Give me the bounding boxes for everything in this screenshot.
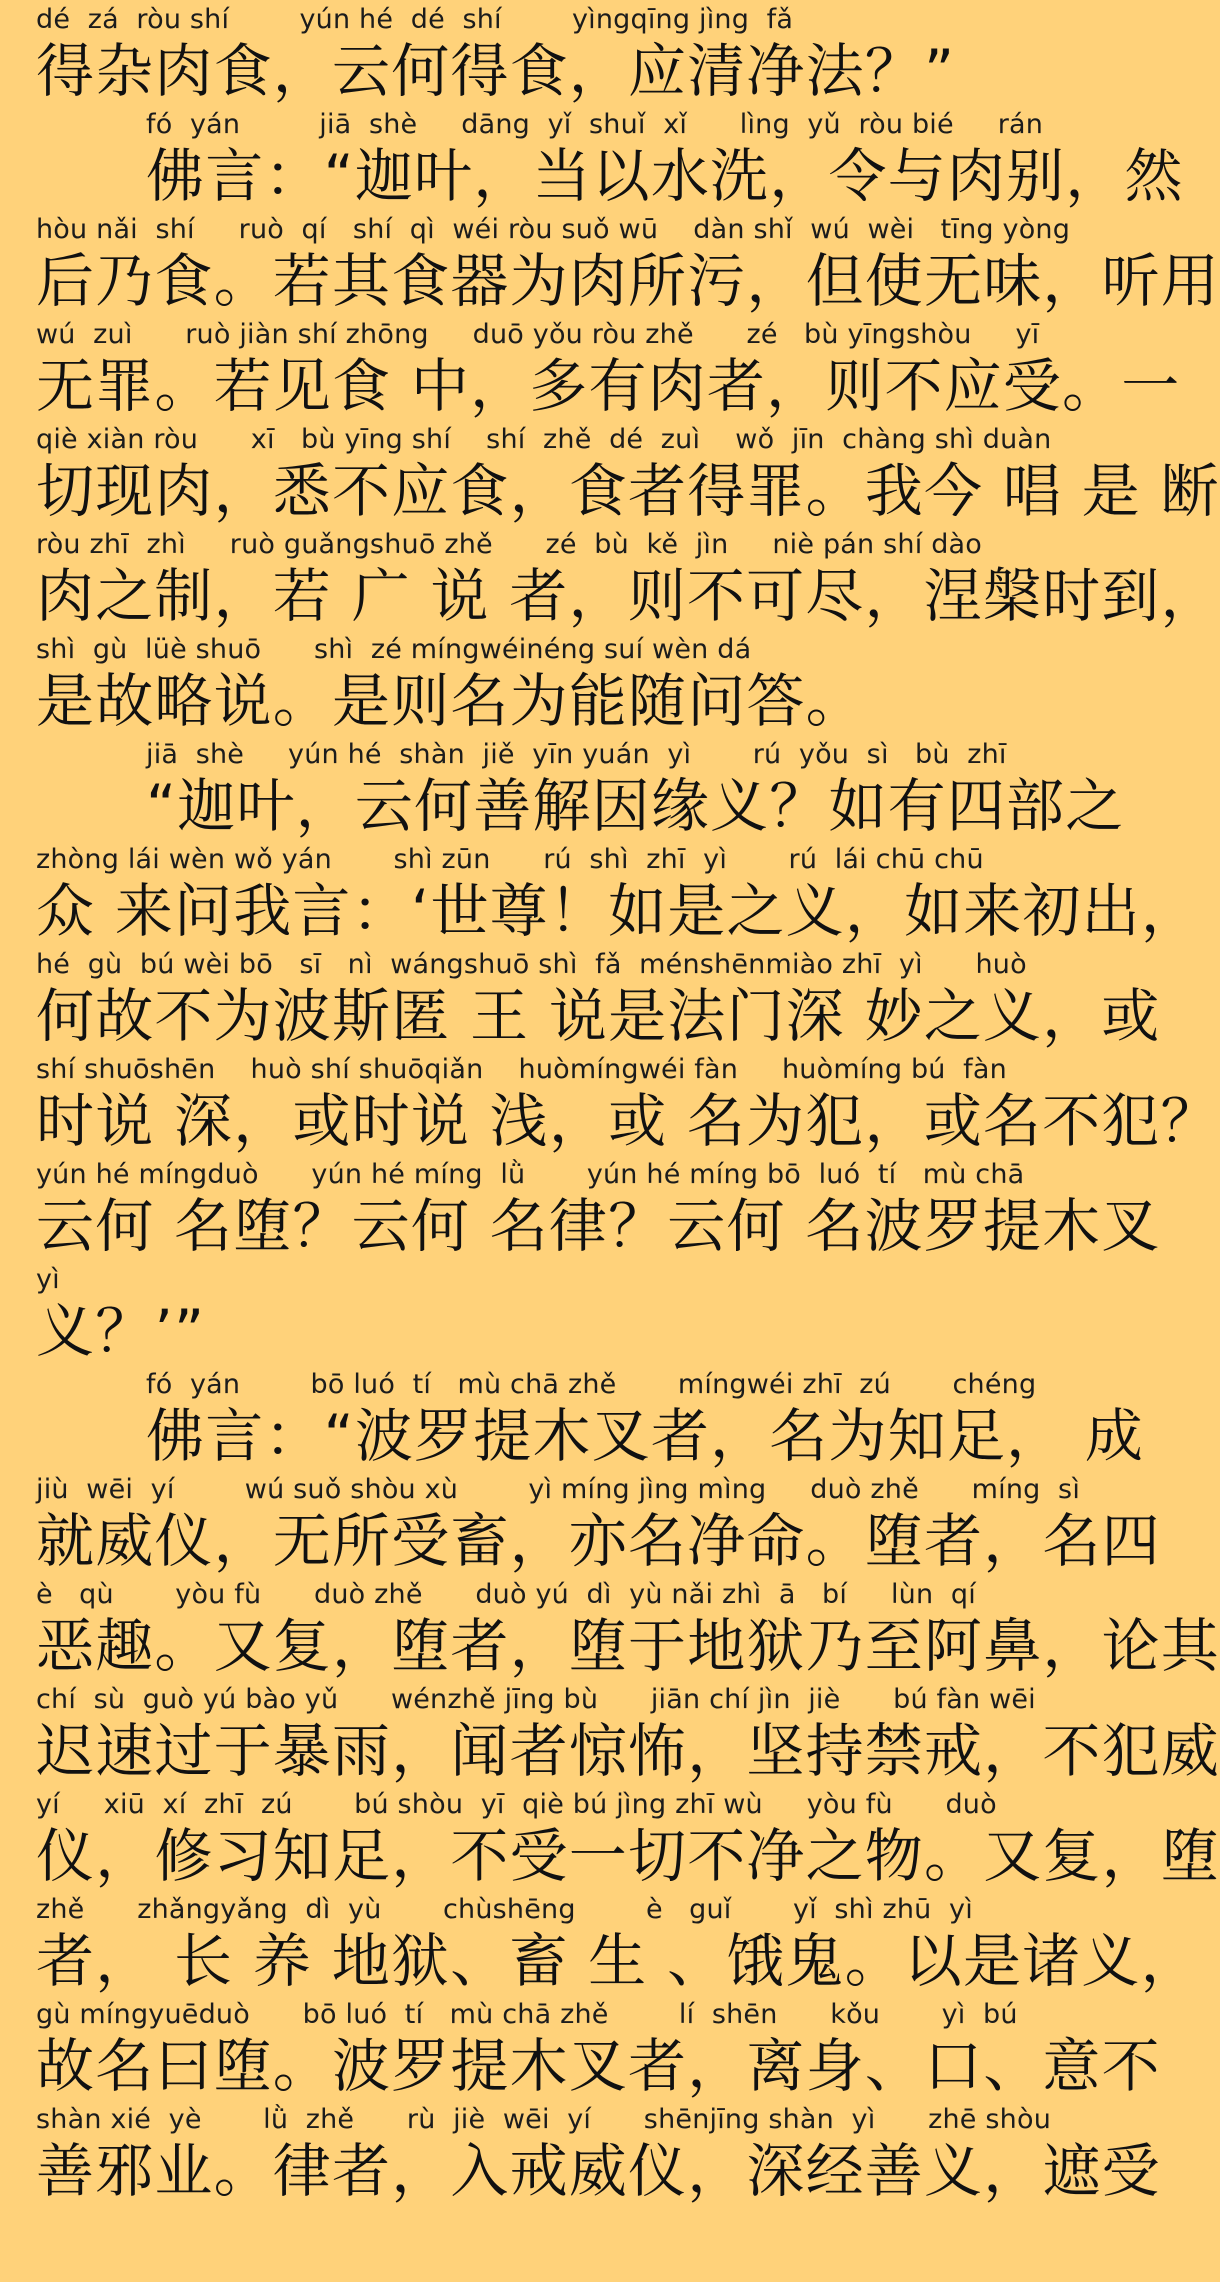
hanzi-line: 者， 长 养 地狱、畜 生 、饿鬼。以是诸义， [36,1927,1200,1995]
hanzi-line: 云何 名堕？云何 名律？云何 名波罗提木叉 [36,1192,1161,1260]
pinyin-line: shí shuōshēn huò shí shuōqiǎn huòmíngwéi fàn huòmíng bú fàn [36,1054,1007,1085]
pinyin-line: yí xiū xí zhī zú bú shòu yī qiè bú jìng zhī wù yòu fù duò [36,1789,997,1820]
hanzi-line: 切现肉，悉不应食，食者得罪。我今 唱 是 断 [36,457,1220,525]
pinyin-line: gù míngyuēduò bō luó tí mù chā zhě lí shēn kǒu yì bú [36,1999,1018,2030]
hanzi-line: 无罪。若见食 中，多有肉者，则不应受。一 [36,352,1181,420]
pinyin-line: ròu zhī zhì ruò guǎngshuō zhě zé bù kě jìn niè pán shí dào [36,529,983,560]
pinyin-line: yún hé míngduò yún hé míng lǜ yún hé míng bō luó tí mù chā [36,1159,1025,1190]
hanzi-line: 佛言：“波罗提木叉者，名为知足， 成 [146,1402,1145,1470]
pinyin-line: shàn xié yè lǜ zhě rù jiè wēi yí shēnjīng shàn yì zhē shòu [36,2104,1052,2135]
hanzi-line: 善邪业。律者，入戒威仪，深经善义，遮受 [36,2137,1161,2205]
hanzi-line: 肉之制，若 广 说 者，则不可尽，涅槃时到， [36,562,1220,630]
pinyin-line: fó yán bō luó tí mù chā zhě míngwéi zhī zú chéng [146,1369,1037,1400]
hanzi-line: 恶趣。又复，堕者，堕于地狱乃至阿鼻，论其 [36,1612,1220,1680]
pinyin-line: jiù wēi yí wú suǒ shòu xù yì míng jìng mìng duò zhě míng sì [36,1474,1081,1505]
pinyin-line: è qù yòu fù duò zhě duò yú dì yù nǎi zhì ā bí lùn qí [36,1579,976,1610]
hanzi-line: 故名曰堕。波罗提木叉者，离身、口、意不 [36,2032,1161,2100]
pinyin-line: zhě zhǎngyǎng dì yù chùshēng è guǐ yǐ shì zhū yì [36,1894,973,1925]
hanzi-line: 是故略说。是则名为能随问答。 [36,667,865,735]
pinyin-line: yì [36,1264,60,1295]
pinyin-line: shì gù lüè shuō shì zé míngwéinéng suí wèn dá [36,634,752,665]
pinyin-line: chí sù guò yú bào yǔ wénzhě jīng bù jiān chí jìn jiè bú fàn wēi [36,1684,1036,1715]
hanzi-line: 佛言：“迦叶，当以水洗，令与肉别，然 [146,142,1184,210]
pinyin-line: hòu nǎi shí ruò qí shí qì wéi ròu suǒ wū dàn shǐ wú wèi tīng yòng [36,214,1071,245]
pinyin-line: jiā shè yún hé shàn jiě yīn yuán yì rú yǒu sì bù zhī [146,739,1007,770]
hanzi-line: 时说 深，或时说 浅，或 名为犯，或名不犯？ [36,1087,1220,1155]
pinyin-line: qiè xiàn ròu xī bù yīng shí shí zhě dé zuì wǒ jīn chàng shì duàn [36,424,1052,455]
hanzi-line: 就威仪，无所受畜，亦名净命。堕者，名四 [36,1507,1161,1575]
pinyin-line: zhòng lái wèn wǒ yán shì zūn rú shì zhī yì rú lái chū chū [36,844,984,875]
pinyin-line: fó yán jiā shè dāng yǐ shuǐ xǐ lìng yǔ ròu bié rán [146,109,1044,140]
hanzi-line: 后乃食。若其食器为肉所污，但使无味，听用 [36,247,1220,315]
pinyin-line: hé gù bú wèi bō sī nì wángshuō shì fǎ ménshēnmiào zhī yì huò [36,949,1027,980]
hanzi-line: 仪，修习知足，不受一切不净之物。又复，堕 [36,1822,1220,1890]
pinyin-line: dé zá ròu shí yún hé dé shí yìngqīng jìng fǎ [36,4,794,35]
hanzi-line: 义？’” [36,1297,206,1365]
pinyin-line: wú zuì ruò jiàn shí zhōng duō yǒu ròu zhě zé bù yīngshòu yī [36,319,1040,350]
hanzi-line: 何故不为波斯匿 王 说是法门深 妙之义，或 [36,982,1161,1050]
hanzi-line: 得杂肉食，云何得食，应清净法？” [36,37,956,105]
hanzi-line: “迦叶，云何善解因缘义？如有四部之 [146,772,1125,840]
hanzi-line: 迟速过于暴雨，闻者惊怖，坚持禁戒，不犯威 [36,1717,1220,1785]
hanzi-line: 众 来问我言：‘世尊！如是之义，如来初出， [36,877,1201,945]
